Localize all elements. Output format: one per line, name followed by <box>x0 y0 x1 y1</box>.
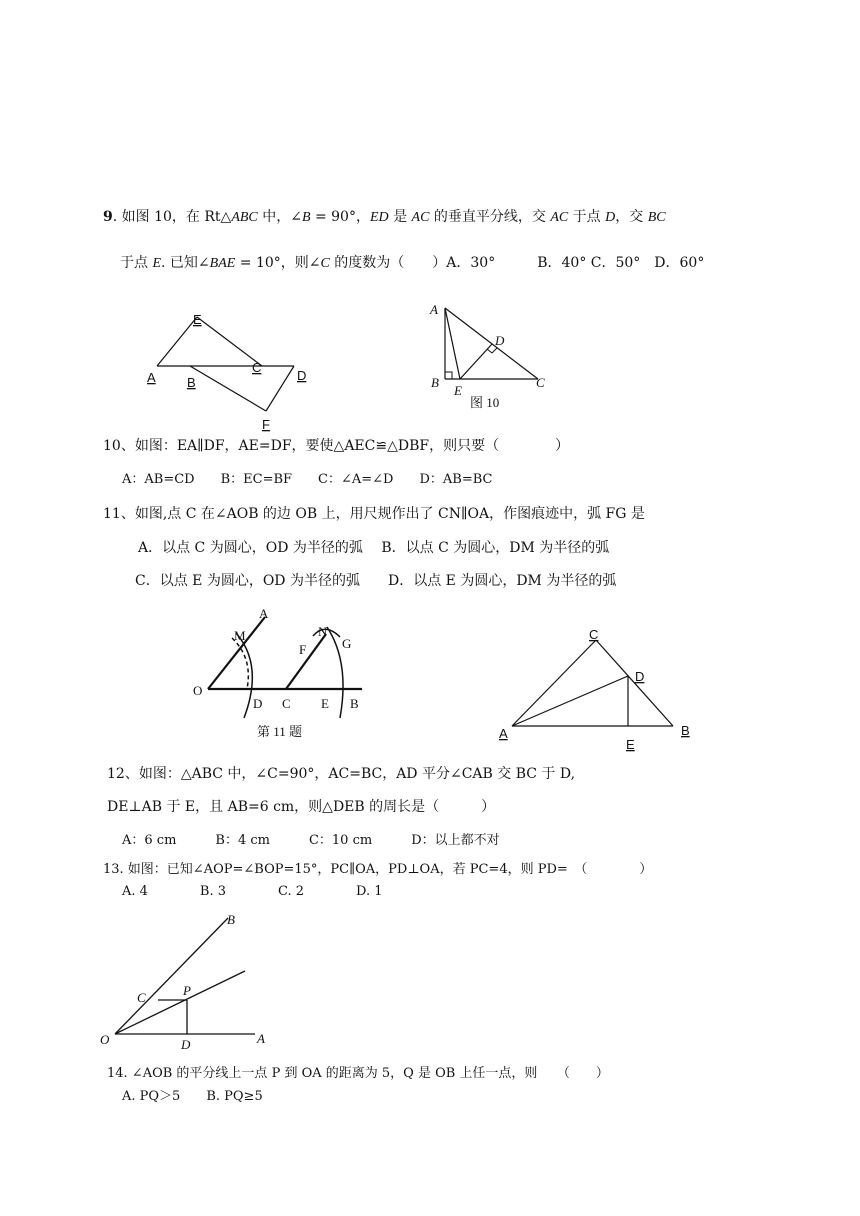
q9-line-2 <box>120 254 704 273</box>
label-C: C <box>589 627 599 642</box>
label-B: B <box>431 375 439 390</box>
q14-options: A. PQ＞5 B. PQ≥5 <box>122 1089 263 1104</box>
q10-stem: 10、如图：EA∥DF，AE=DF，要使△AEC≌△DBF，则只要（ ） <box>103 438 570 454</box>
ray-OP <box>115 971 245 1034</box>
label-N: N <box>318 624 328 639</box>
q9-text: 中，∠ <box>257 209 302 225</box>
ray-OB <box>115 918 228 1034</box>
segment-EA <box>157 317 197 366</box>
label-E: E <box>193 312 202 327</box>
q12-options: A：6 cm B：4 cm C：10 cm D：以上都不对 <box>122 833 500 848</box>
q12-stem-2: DE⊥AB 于 E，且 AB=6 cm，则△DEB 的周长是（ ） <box>107 799 496 815</box>
q9-text: 是 <box>388 209 412 225</box>
q9-text: = 90°， <box>310 209 370 225</box>
label-P: P <box>183 983 191 998</box>
q9-text: 于点 <box>120 255 153 271</box>
label-C: C <box>282 696 291 711</box>
q9-text: 于点 <box>568 209 606 225</box>
label-D: D <box>297 368 307 383</box>
q9-var: ABC <box>231 210 258 225</box>
q9-var: C <box>320 256 330 271</box>
q11-options-cd: C．以点 E 为圆心，OD 为半径的弧 D．以点 E 为圆心，DM 为半径的弧 <box>135 573 617 589</box>
segment-AC <box>445 308 538 379</box>
label-G: G <box>342 636 352 651</box>
q14-stem: 14. ∠AOB 的平分线上一点 P 到 OA 的距离为 5，Q 是 OB 上任一点，则 （ ） <box>107 1066 609 1081</box>
figure-10 <box>425 300 560 415</box>
q9-var: AC <box>411 210 430 225</box>
figure-q12 <box>495 625 705 755</box>
q9-text: ，交 <box>615 209 648 225</box>
segment-DF <box>266 366 294 411</box>
label-O: O <box>193 683 203 698</box>
q13-options: A. 4 B. 3 C. 2 D. 1 <box>122 884 383 899</box>
label-O: O <box>100 1032 110 1047</box>
q12-stem-1: 12、如图：△ABC 中，∠C=90°，AC=BC，AD 平分∠CAB 交 BC 于 D, <box>107 766 576 782</box>
q9-text: . 已知∠ <box>161 255 210 271</box>
label-A: A <box>430 302 438 317</box>
right-angle-mark-D <box>487 348 497 353</box>
label-E: E <box>454 383 462 398</box>
label-B: B <box>350 696 359 711</box>
q11-options-ab: A．以点 C 为圆心，OD 为半径的弧 B．以点 C 为圆心，DM 为半径的弧 <box>138 540 610 556</box>
q11-stem: 11、如图,点 C 在∠AOB 的边 OB 上，用尺规作出了 CN∥OA，作图痕迹中，弧 FG 是 <box>103 506 645 522</box>
q9-text: . 如图 10，在 Rt△ <box>112 209 232 225</box>
q9-text: 的度数为（ ）A．30° B．40° C．50° D．60° <box>329 255 705 271</box>
q9-number: 9 <box>103 209 113 225</box>
q9-text: = 10°，则∠ <box>235 255 321 271</box>
label-D: D <box>495 333 505 348</box>
q9-var: BC <box>647 210 666 225</box>
label-D: D <box>253 696 263 711</box>
arc-DM <box>232 638 248 689</box>
label-M: M <box>234 628 246 643</box>
segment-EC <box>197 317 262 366</box>
label-E: E <box>321 696 329 711</box>
label-B: B <box>187 375 196 390</box>
figure-caption: 图 10 <box>470 395 500 410</box>
figure-11 <box>190 600 370 745</box>
label-C: C <box>137 990 146 1005</box>
figure-q10 <box>140 305 320 435</box>
figure-q13 <box>95 908 285 1053</box>
q13-stem: 13. 如图：已知∠AOP=∠BOP=15°，PC∥OA，PD⊥OA，若 PC=4，则 PD= （ ） <box>103 862 653 877</box>
label-D: D <box>635 669 645 684</box>
q9-var: D <box>605 210 616 225</box>
q9-var: ED <box>369 210 389 225</box>
q9-line-1 <box>103 208 666 227</box>
segment-AE <box>445 308 460 379</box>
q10-options: A：AB=CD B：EC=BF C：∠A=∠D D：AB=BC <box>122 472 493 487</box>
label-B: B <box>681 723 690 738</box>
figure-caption: 第 11 题 <box>257 724 303 739</box>
right-angle-mark-B <box>445 372 452 379</box>
label-F: F <box>299 642 307 657</box>
label-A: A <box>259 606 269 621</box>
label-C: C <box>536 375 545 390</box>
label-A: A <box>147 370 156 385</box>
segment-AC <box>512 640 596 726</box>
q9-var: BAE <box>209 256 236 271</box>
label-E: E <box>626 737 635 752</box>
q9-var: AC <box>550 210 569 225</box>
arc-large-C <box>327 627 343 718</box>
label-A: A <box>499 726 508 741</box>
label-F: F <box>262 417 270 432</box>
label-C: C <box>252 360 262 375</box>
q9-text: 的垂直平分线，交 <box>429 209 551 225</box>
q9-var: E <box>152 256 162 271</box>
label-B: B <box>227 912 235 927</box>
segment-AD <box>512 676 628 726</box>
label-A: A <box>257 1031 265 1046</box>
label-D: D <box>181 1037 191 1052</box>
q9-var: B <box>301 210 311 225</box>
